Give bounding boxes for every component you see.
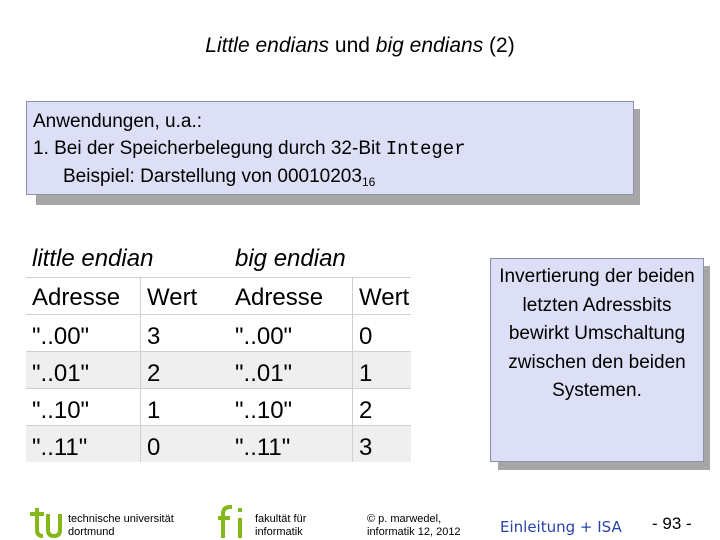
- tu-logo-icon: [28, 506, 62, 538]
- big-endian-label: big endian: [235, 245, 346, 272]
- value-cell: 1: [147, 397, 161, 424]
- address-cell: "..01": [229, 352, 353, 388]
- course-label: Einleitung + ISA: [500, 518, 622, 536]
- info-line3-text: Beispiel: Darstellung von 00010203: [63, 166, 362, 187]
- faculty-name-line1: fakultät für: [255, 513, 307, 525]
- fi-logo-icon: [216, 504, 246, 538]
- address-cell: "..00": [229, 315, 353, 351]
- table-row: [26, 388, 229, 425]
- title-part3: big endians: [375, 34, 484, 57]
- tu-name-line2: dortmund: [68, 526, 115, 538]
- table-row: [26, 425, 229, 462]
- info-box: [26, 101, 634, 195]
- value-cell: 0: [359, 323, 373, 350]
- big-endian-table: [229, 241, 411, 462]
- address-cell: "..10": [26, 389, 141, 425]
- info-line3: [33, 163, 627, 190]
- tu-name-line1: technische universität: [68, 513, 174, 525]
- little-endian-table: [26, 241, 229, 462]
- value-cell: 0: [147, 434, 161, 461]
- table-header-row: [26, 277, 229, 314]
- info-line2: [33, 135, 627, 163]
- header-value: Wert: [359, 284, 410, 311]
- value-cell: 2: [147, 360, 161, 387]
- header-address: Adresse: [26, 278, 141, 314]
- copyright: [367, 513, 461, 539]
- table-row: [26, 351, 229, 388]
- info-line1: Anwendungen, u.a.:: [33, 111, 203, 132]
- slide-title: [0, 34, 720, 58]
- title-part4: (2): [483, 34, 515, 57]
- header-address: Adresse: [229, 278, 353, 314]
- value-cell: 3: [147, 323, 161, 350]
- copyright-line1: © p. marwedel,: [367, 513, 442, 525]
- title-part2: und: [329, 34, 376, 57]
- copyright-line2: informatik 12, 2012: [367, 526, 461, 538]
- faculty-name-line2: informatik: [255, 526, 303, 538]
- tu-name: [68, 513, 174, 539]
- title-part1: Little endians: [205, 34, 330, 57]
- address-cell: "..00": [26, 315, 141, 351]
- slide-footer: [0, 480, 720, 540]
- address-cell: "..11": [229, 426, 353, 462]
- value-cell: 2: [359, 397, 373, 424]
- value-cell: 3: [359, 434, 373, 461]
- address-cell: "..01": [26, 352, 141, 388]
- address-cell: "..11": [26, 426, 141, 462]
- table-row: [229, 314, 411, 351]
- table-row: [229, 388, 411, 425]
- info-line3-subscript: 16: [361, 175, 376, 189]
- note-box: Invertierung der beiden letzten Adressbits bewirkt Umschaltung zwischen den beiden Systemen.: [490, 258, 704, 462]
- address-cell: "..10": [229, 389, 353, 425]
- info-line2-text: 1. Bei der Speicherbelegung durch 32-Bit: [33, 138, 386, 159]
- faculty-name: [255, 513, 306, 539]
- value-cell: 1: [359, 360, 373, 387]
- table-row: [229, 351, 411, 388]
- little-endian-label: little endian: [32, 245, 154, 272]
- table-row: [229, 425, 411, 462]
- table-header-row: [229, 277, 411, 314]
- info-line2-code: Integer: [385, 138, 466, 160]
- table-row: [26, 314, 229, 351]
- page-number: - 93 -: [652, 514, 692, 533]
- header-value: Wert: [147, 284, 198, 311]
